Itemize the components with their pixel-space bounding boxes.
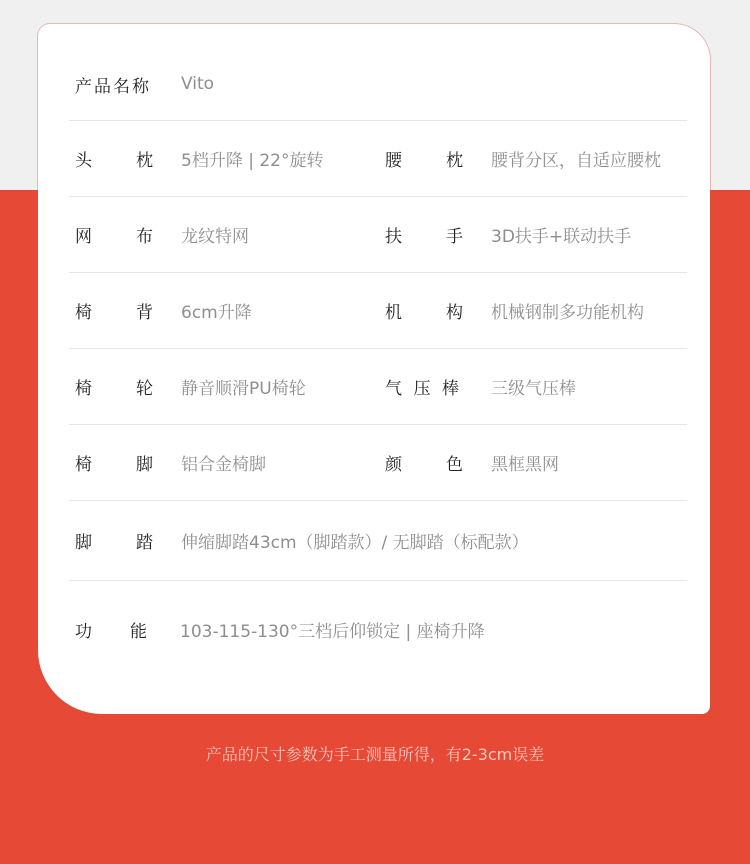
- spec-label-color: 颜 色: [385, 454, 463, 475]
- spec-row: [69, 272, 687, 349]
- spec-row-function: [69, 580, 687, 678]
- spec-value-casters: 静音顺滑PU椅轮: [181, 378, 306, 399]
- spec-value-lumbar: 腰背分区，自适应腰枕: [491, 150, 661, 171]
- spec-row: [69, 120, 687, 197]
- spec-row-footrest: [69, 500, 687, 581]
- spec-value-mesh: 龙纹特网: [181, 226, 249, 247]
- spec-row-product-name: [69, 48, 687, 121]
- spec-value-backrest: 6cm升降: [181, 302, 252, 323]
- spec-value-color: 黑框黑网: [491, 454, 559, 475]
- spec-row: [69, 424, 687, 501]
- spec-label-mesh: 网 布: [75, 226, 153, 247]
- spec-label-footrest: 脚 踏: [75, 532, 153, 553]
- spec-label-headrest: 头 枕: [75, 150, 153, 171]
- spec-row: [69, 196, 687, 273]
- product-name-label: 产品名称: [75, 76, 151, 97]
- spec-row: [69, 348, 687, 425]
- measurement-disclaimer: 产品的尺寸参数为手工测量所得，有2-3cm误差: [205, 745, 545, 764]
- spec-card: [38, 24, 710, 714]
- product-name-value: Vito: [181, 74, 215, 94]
- spec-label-mechanism: 机 构: [385, 302, 463, 323]
- spec-label-gas-lift: 气 压 棒: [385, 378, 459, 399]
- spec-value-armrest: 3D扶手+联动扶手: [491, 226, 632, 247]
- spec-label-lumbar: 腰 枕: [385, 150, 463, 171]
- spec-value-footrest: 伸缩脚踏43cm（脚踏款）/ 无脚踏（标配款）: [181, 532, 529, 553]
- spec-value-base: 铝合金椅脚: [181, 454, 266, 475]
- spec-label-function: 功 能: [75, 621, 147, 642]
- spec-label-casters: 椅 轮: [75, 378, 153, 399]
- spec-value-gas-lift: 三级气压棒: [491, 378, 576, 399]
- spec-label-base: 椅 脚: [75, 454, 153, 475]
- spec-value-headrest: 5档升降 | 22°旋转: [181, 150, 324, 171]
- spec-label-backrest: 椅 背: [75, 302, 153, 323]
- spec-value-function: 103-115-130°三档后仰锁定 | 座椅升降: [180, 621, 485, 642]
- spec-label-armrest: 扶 手: [385, 226, 463, 247]
- spec-value-mechanism: 机械钢制多功能机构: [491, 302, 644, 323]
